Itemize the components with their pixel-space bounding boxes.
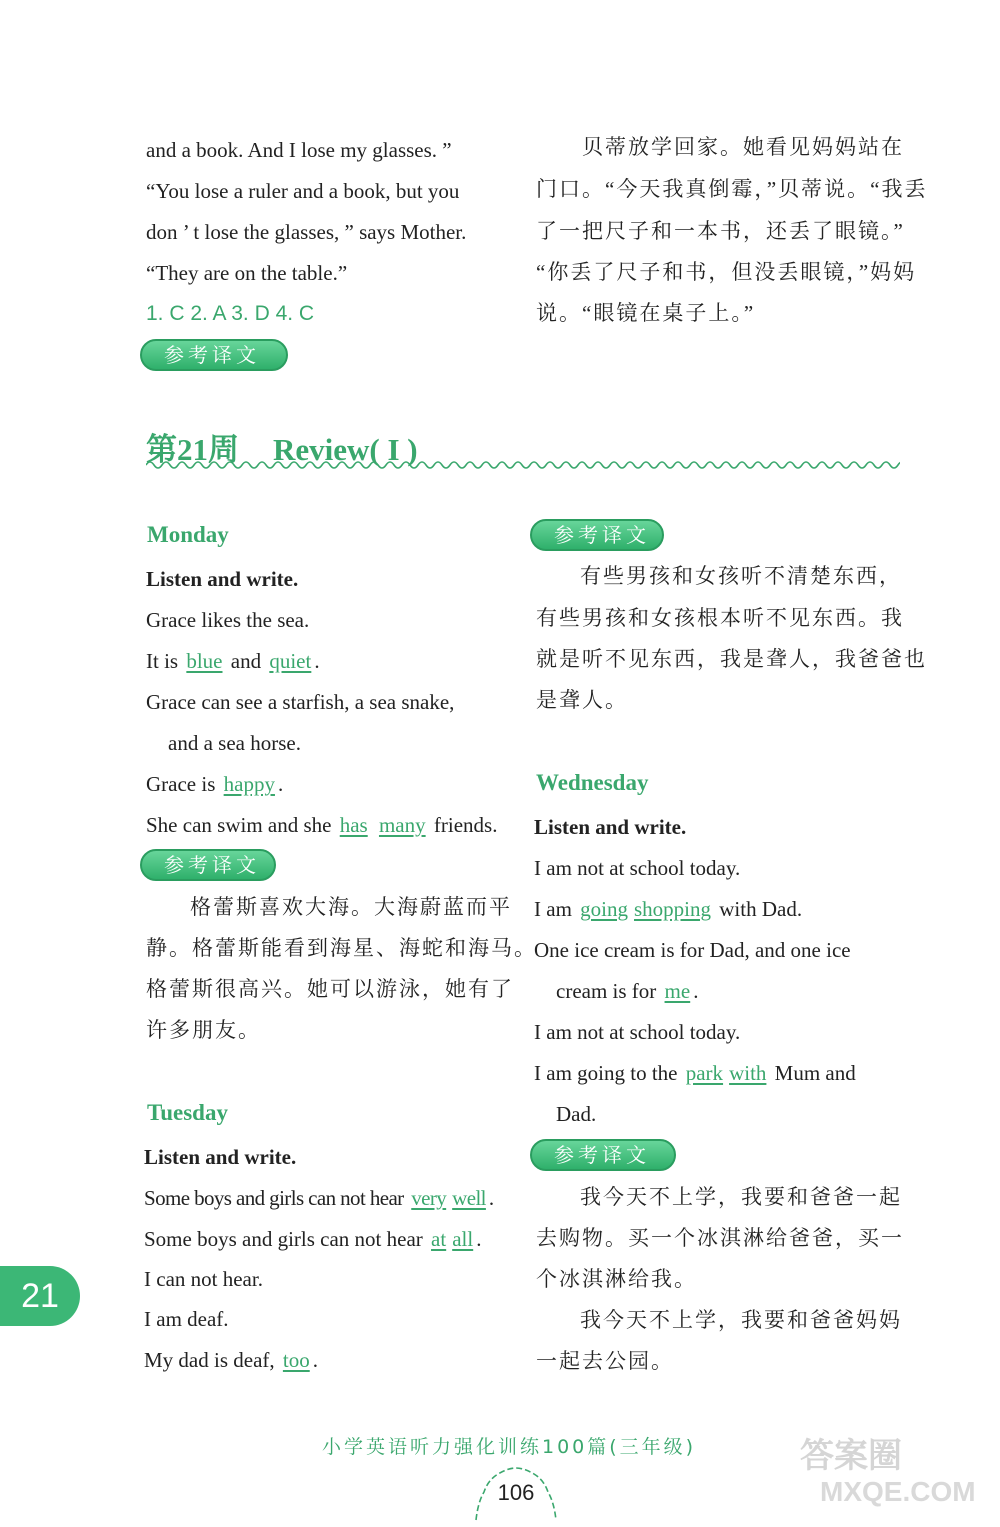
story-line-1: and a book. And I lose my glasses. ” [146, 138, 452, 162]
week-subtitle: Review( I ) [273, 432, 418, 467]
answer-blank: shopping [634, 897, 712, 921]
answer-blank: very [411, 1186, 447, 1210]
answer-blank: me [664, 979, 691, 1003]
monday-line-4: and a sea horse. [168, 731, 301, 755]
week-number: 第21周 [146, 432, 239, 467]
story-line-4: “They are on the table.” [146, 261, 348, 285]
wednesday-line-5: I am not at school today. [534, 1020, 741, 1044]
page-number-badge [468, 1462, 564, 1522]
answer-blank: many [378, 813, 426, 837]
wednesday-translation-line-1: 我今天不上学，我要和爸爸一起 [580, 1185, 902, 1209]
answer-key: 1. C 2. A 3. D 4. C [146, 302, 315, 325]
watermark-url: MXQE.COM [820, 1476, 976, 1507]
answer-blank: park [685, 1061, 724, 1085]
monday-translation-line-1: 格蕾斯喜欢大海。大海蔚蓝而平 [190, 895, 512, 919]
answer-blank: too [282, 1348, 310, 1372]
monday-translation-line-3: 格蕾斯很高兴。她可以游泳，她有了 [146, 977, 514, 1001]
wavy-divider [146, 458, 900, 472]
wednesday-line-1: I am not at school today. [534, 856, 741, 880]
tuesday-line-5: My dad is deaf, too . [144, 1348, 318, 1372]
wednesday-translation-line-4: 我今天不上学，我要和爸爸妈妈 [580, 1308, 902, 1332]
day-heading-wednesday: Wednesday [536, 770, 649, 795]
wednesday-line-3: One ice cream is for Dad, and one ice [534, 938, 851, 962]
page-number: 106 [497, 1480, 535, 1505]
answer-blank: blue [186, 649, 223, 673]
tuesday-instruction: Listen and write. [144, 1145, 297, 1169]
day-heading-monday: Monday [147, 522, 229, 547]
monday-translation-line-4: 许多朋友。 [146, 1018, 261, 1042]
book-title: 小学英语听力强化训练100篇(三年级) [322, 1436, 697, 1458]
watermark-logo: 答案圈 [800, 1437, 902, 1475]
monday-line-3: Grace can see a starfish, a sea snake, [146, 690, 455, 714]
tuesday-line-3: I can not hear. [144, 1267, 263, 1291]
answer-blank: well [452, 1186, 486, 1210]
answer-blank: with [729, 1061, 767, 1085]
tuesday-line-1: Some boys and girls can not hear very well . [144, 1186, 494, 1210]
reference-translation-label: 参考译文 [140, 849, 276, 881]
tuesday-line-2: Some boys and girls can not hear at all . [144, 1227, 482, 1251]
story-translation-line-4: “你丢了尺子和书，但没丢眼镜，”妈妈 [536, 260, 917, 284]
story-translation-line-2: 门口。“今天我真倒霉，”贝蒂说。“我丢 [536, 177, 928, 201]
monday-line-6: She can swim and she has many friends. [146, 813, 498, 837]
story-line-3: don ’ t lose the glasses, ” says Mother. [146, 220, 467, 244]
answer-blank: at [431, 1227, 447, 1251]
wednesday-translation-line-3: 个冰淇淋给我。 [536, 1267, 697, 1291]
reference-translation-label: 参考译文 [530, 1139, 676, 1171]
story-translation-line-5: 说。“眼镜在桌子上。” [536, 301, 756, 325]
monday-translation-line-2: 静。格蕾斯能看到海星、海蛇和海马。 [146, 936, 537, 960]
day-heading-tuesday: Tuesday [147, 1100, 228, 1125]
week-side-tab: 21 [0, 1266, 80, 1326]
wednesday-translation-line-5: 一起去公园。 [536, 1349, 674, 1373]
tuesday-translation-line-2: 有些男孩和女孩根本听不见东西。我 [536, 606, 904, 630]
monday-line-5: Grace is happy . [146, 772, 284, 796]
wednesday-line-7: Dad. [556, 1102, 597, 1126]
reference-translation-label: 参考译文 [140, 339, 288, 371]
monday-line-1: Grace likes the sea. [146, 608, 310, 632]
monday-instruction: Listen and write. [146, 567, 299, 591]
answer-blank: all [452, 1227, 474, 1251]
tuesday-translation-line-1: 有些男孩和女孩听不清楚东西， [580, 564, 902, 588]
answer-blank: has [339, 813, 368, 837]
wednesday-translation-line-2: 去购物。买一个冰淇淋给爸爸，买一 [536, 1226, 904, 1250]
answer-blank: happy [223, 772, 275, 796]
answer-blank: quiet [269, 649, 312, 673]
story-line-2: “You lose a ruler and a book, but you [146, 179, 460, 203]
story-translation-line-3: 了一把尺子和一本书，还丢了眼镜。” [536, 219, 905, 243]
answer-blank: going [580, 897, 628, 921]
wednesday-line-4: cream is for me . [556, 979, 699, 1003]
monday-line-2: It is blue and quiet . [146, 649, 320, 673]
tuesday-translation-line-3: 就是听不见东西，我是聋人，我爸爸也 [536, 647, 927, 671]
tuesday-line-4: I am deaf. [144, 1307, 229, 1331]
wednesday-instruction: Listen and write. [534, 815, 687, 839]
wednesday-line-2: I am going shopping with Dad. [534, 897, 803, 921]
reference-translation-label: 参考译文 [530, 519, 664, 551]
story-translation-line-1: 贝蒂放学回家。她看见妈妈站在 [582, 135, 904, 159]
tuesday-translation-line-4: 是聋人。 [536, 688, 628, 712]
wednesday-line-6: I am going to the park with Mum and [534, 1061, 856, 1085]
